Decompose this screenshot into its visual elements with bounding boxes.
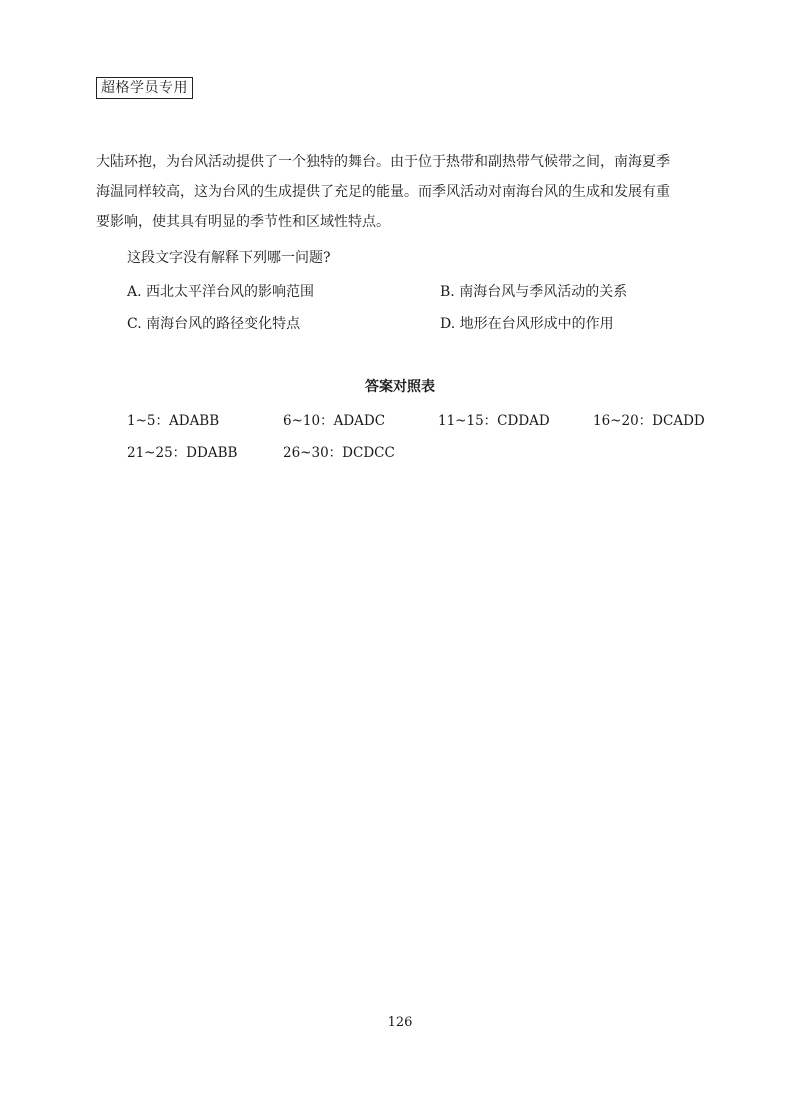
option-b: B. 南海台风与季风活动的关系 bbox=[440, 284, 628, 300]
passage-line: 大陆环抱，为台风活动提供了一个独特的舞台。由于位于热带和副热带气候带之间，南海夏季 bbox=[96, 154, 670, 170]
answer-entry: 1~5：ADABB bbox=[127, 413, 220, 429]
question-stem: 这段文字没有解释下列哪一问题? bbox=[127, 250, 331, 266]
answer-entry: 26~30：DCDCC bbox=[283, 445, 395, 461]
answer-entry: 21~25：DDABB bbox=[127, 445, 238, 461]
passage-line: 海温同样较高，这为台风的生成提供了充足的能量。而季风活动对南海台风的生成和发展有重 bbox=[96, 184, 670, 200]
page-number: 126 bbox=[387, 1015, 413, 1030]
answer-entry: 16~20：DCADD bbox=[593, 413, 705, 429]
answer-entry: 11~15：CDDAD bbox=[438, 413, 550, 429]
student-only-badge: 超格学员专用 bbox=[96, 77, 193, 99]
passage-line: 要影响，使其具有明显的季节性和区域性特点。 bbox=[96, 214, 390, 230]
option-d: D. 地形在台风形成中的作用 bbox=[440, 316, 614, 332]
answer-key-title: 答案对照表 bbox=[365, 379, 435, 395]
answer-entry: 6~10：ADADC bbox=[283, 413, 386, 429]
reading-passage bbox=[96, 147, 716, 237]
option-c: C. 南海台风的路径变化特点 bbox=[127, 316, 301, 332]
option-a: A. 西北太平洋台风的影响范围 bbox=[127, 284, 315, 300]
